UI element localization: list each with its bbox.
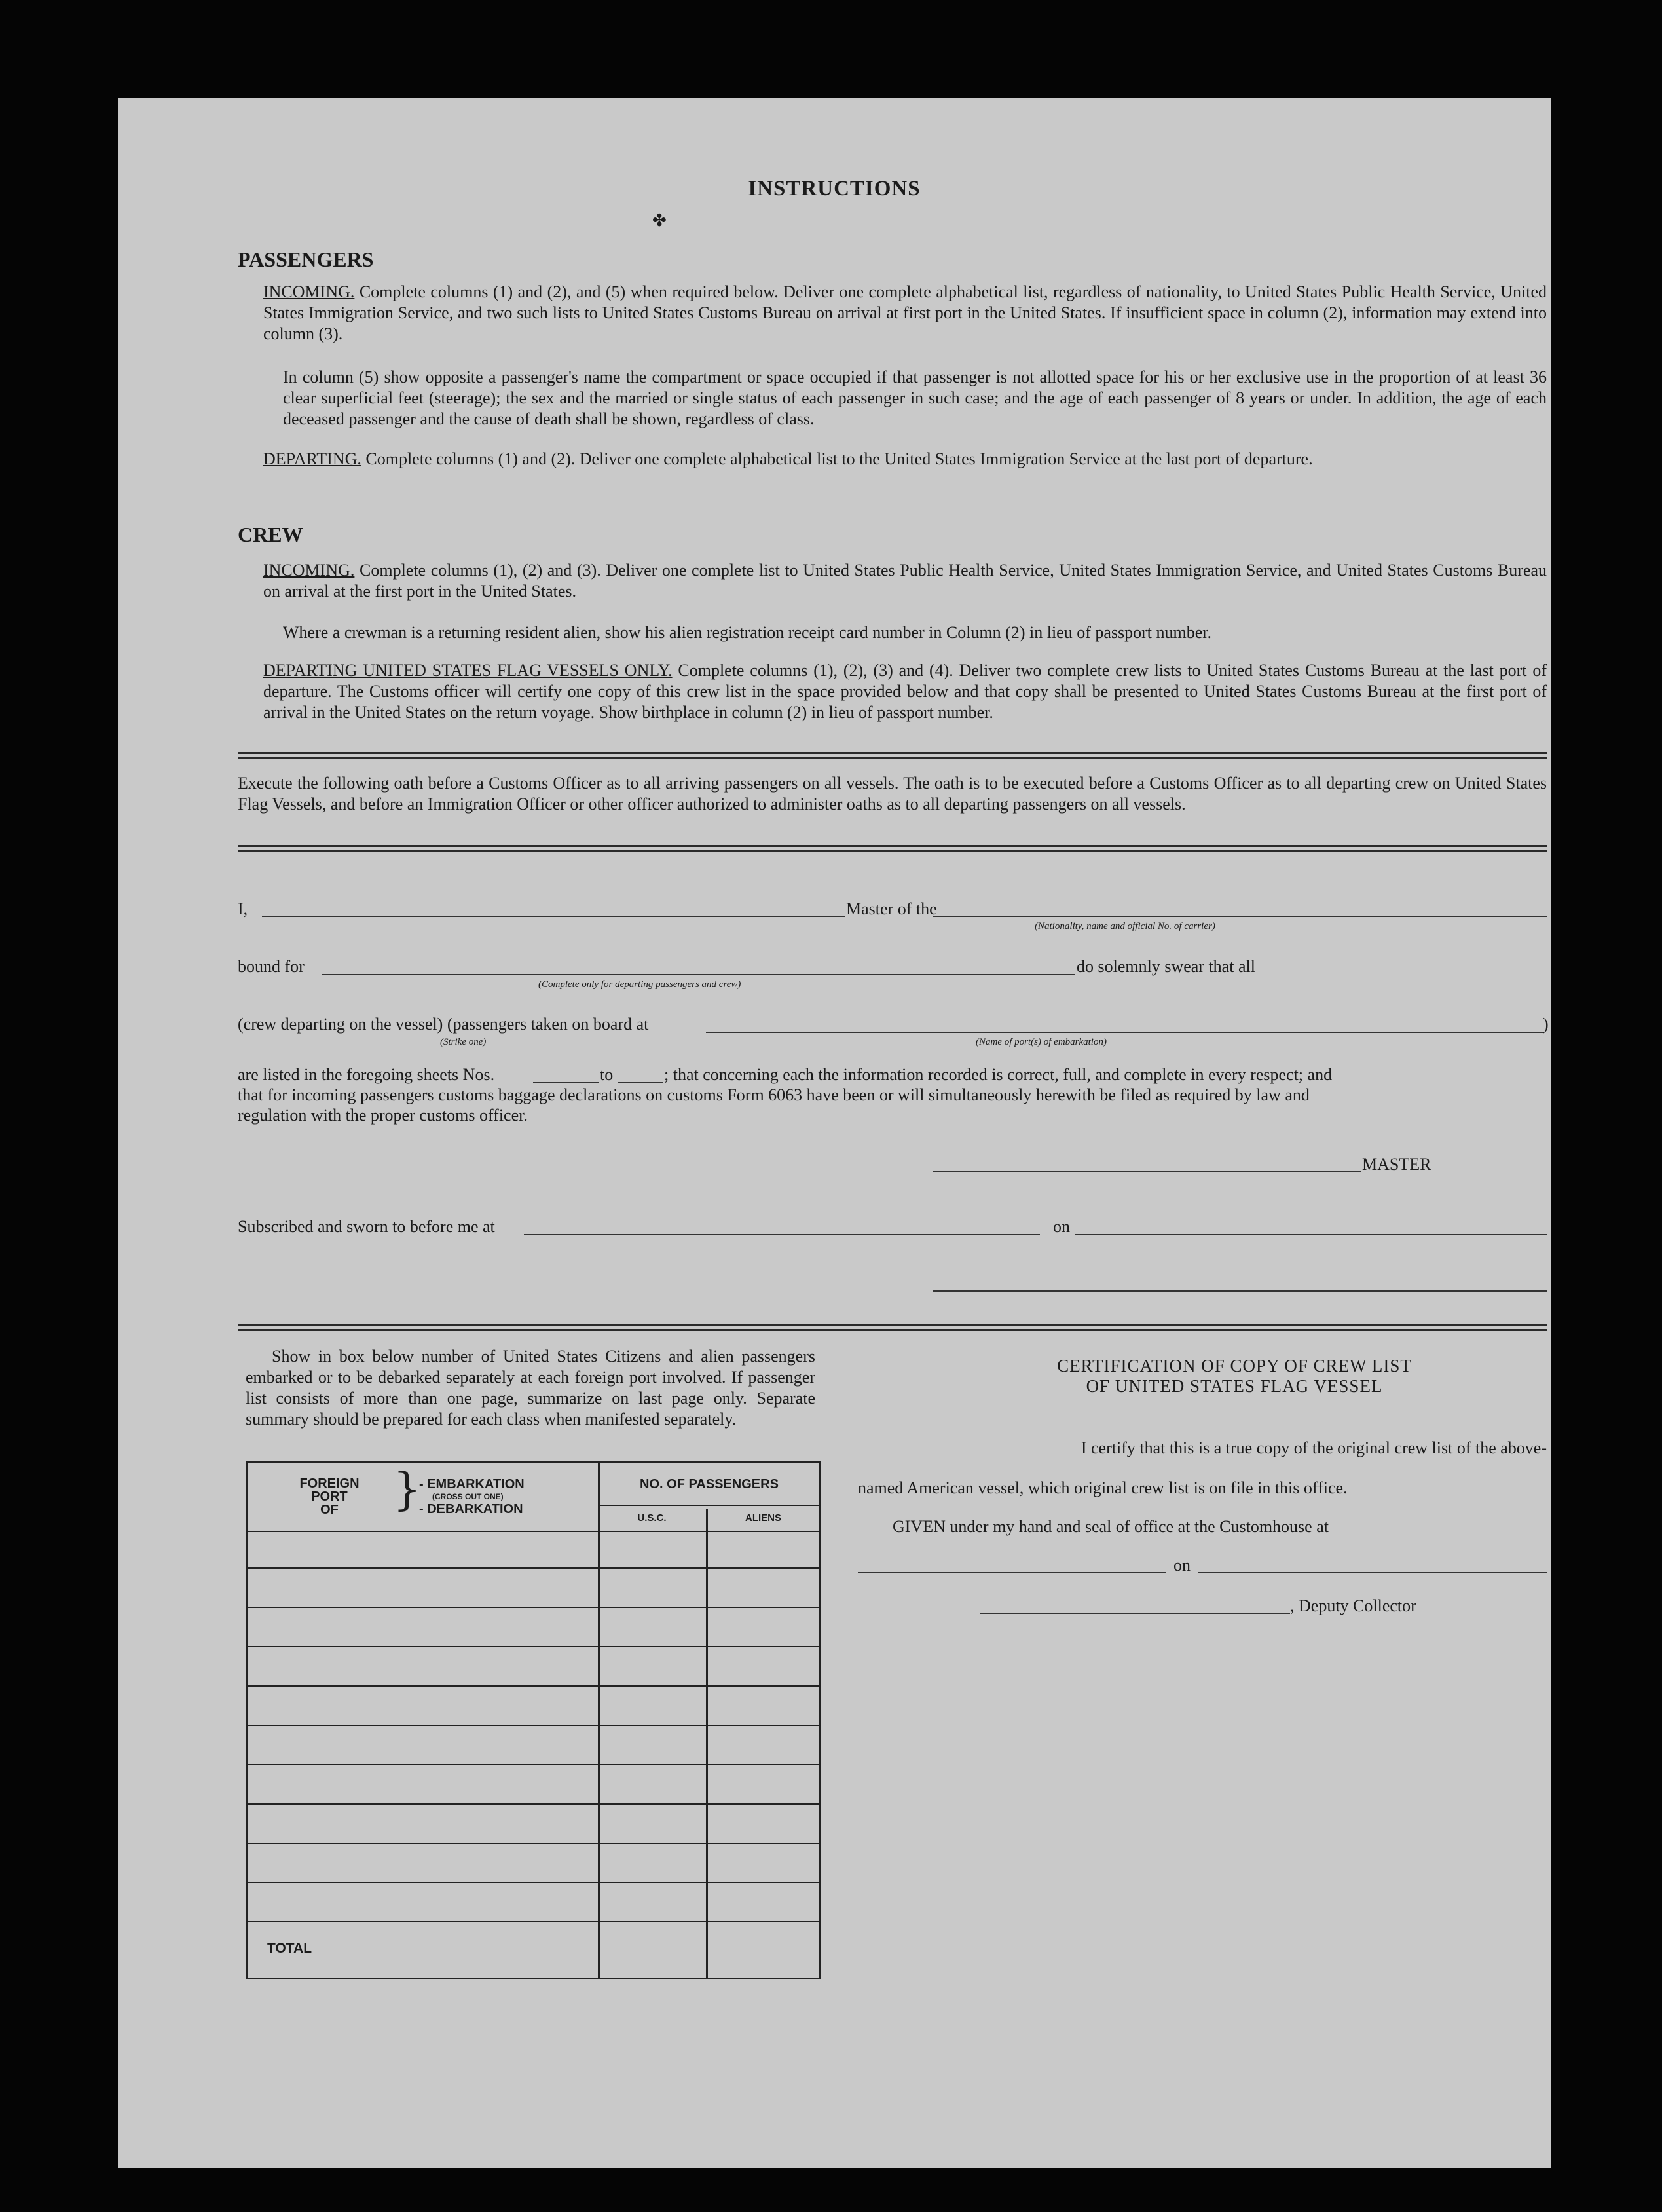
strike-caption: (Strike one) <box>440 1037 487 1047</box>
crew-departing-text: (crew departing on the vessel) (passengers taken on board at <box>238 1015 649 1034</box>
cert-on-label: on <box>1173 1556 1191 1575</box>
row-divider <box>248 1531 819 1532</box>
passengers-heading: PASSENGERS <box>238 248 374 271</box>
master-label: MASTER <box>1362 1155 1431 1174</box>
summary-note: Show in box below number of United States Citizens and alien passengers embarked or to be debarked separately at each foreign port involved. If passenger list consists of more than one page, summarize on last page only. Separate summary should be prepared for each class when manifested separately. <box>246 1347 815 1429</box>
port-label: PORT <box>311 1490 348 1504</box>
passengers-incoming-lead: INCOMING. <box>263 282 355 301</box>
sheet-to-field[interactable] <box>618 1082 663 1083</box>
complete-caption: (Complete only for departing passengers and crew) <box>538 979 741 990</box>
ornament-icon: ✤ <box>652 211 667 230</box>
crew-departing-lead: DEPARTING UNITED STATES FLAG VESSELS ONLY. <box>263 661 673 680</box>
table-row[interactable] <box>248 1921 819 1922</box>
divider <box>238 845 1547 852</box>
passengers-departing-text: Complete columns (1) and (2). Deliver one complete alphabetical list to the United States Immigration Service at the last port of departure. <box>361 449 1313 468</box>
customhouse-field[interactable] <box>858 1572 1166 1573</box>
officer-signature-field[interactable] <box>933 1290 1547 1292</box>
sheet-from-field[interactable] <box>533 1082 599 1083</box>
table-row[interactable] <box>248 1725 819 1726</box>
debarkation-label: - DEBARKATION <box>419 1502 523 1516</box>
page-title: INSTRUCTIONS <box>748 177 921 200</box>
aliens-header: ALIENS <box>745 1512 781 1524</box>
passenger-summary-table <box>246 1461 821 1979</box>
deputy-collector-label: , Deputy Collector <box>1290 1596 1416 1615</box>
passengers-incoming-text: Complete columns (1) and (2), and (5) when required below. Deliver one complete alphabetical list, regardless of nationality, to United States Public Health Service, United States Immigration Service, and two such lists to United States Customs Bureau on arrival at first port in the United States. If insufficient space in column (2), information may extend into column (3). <box>263 282 1547 343</box>
of-label: OF <box>320 1503 339 1517</box>
listed-text-b: ; that concerning each the information recorded is correct, full, and complete in every respect; and <box>664 1065 1333 1084</box>
total-label: TOTAL <box>267 1941 312 1956</box>
passengers-incoming-paragraph <box>263 282 1547 345</box>
table-row[interactable] <box>248 1843 819 1844</box>
carrier-field[interactable] <box>933 916 1547 917</box>
passengers-departing-paragraph <box>263 449 1547 470</box>
deputy-signature-field[interactable] <box>980 1613 1290 1614</box>
brace-icon: } <box>393 1464 422 1516</box>
bound-for-label: bound for <box>238 957 305 976</box>
cert-date-field[interactable] <box>1198 1572 1547 1573</box>
passengers-column5-paragraph: In column (5) show opposite a passenger's name the compartment or space occupied if that passenger is not allotted space for his or her exclusive use in the proportion of at least 36 clear superficial feet (steerage); the sex and the married or single status of each passenger in such case; and the age of each passenger of 8 years or under. In addition, the age of each deceased passenger and the cause of death shall be shown, regardless of class. <box>283 367 1547 428</box>
listed-line-2: that for incoming passengers customs baggage declarations on customs Form 6063 have been or will simultaneously herewith be filed as required by law and <box>238 1085 1310 1104</box>
crew-incoming-text: Complete columns (1), (2) and (3). Deliver one complete list to United States Public Health Service, United States Immigration Service, and United States Customs Bureau on arrival at the first port in the United States. <box>263 561 1547 601</box>
sworn-place-field[interactable] <box>524 1234 1040 1235</box>
certify-line-2: named American vessel, which original crew list is on file in this office. <box>858 1478 1348 1497</box>
column-divider <box>598 1463 600 1978</box>
certify-line-1: I certify that this is a true copy of the original crew list of the above- <box>1080 1438 1547 1457</box>
sworn-date-field[interactable] <box>1075 1234 1547 1235</box>
embarkation-label: - EMBARKATION <box>419 1477 525 1491</box>
table-row[interactable] <box>248 1803 819 1805</box>
subscribed-label: Subscribed and sworn to before me at <box>238 1217 495 1236</box>
crew-returning-paragraph: Where a crewman is a returning resident alien, show his alien registration receipt card number in Column (2) in lieu of passport number. <box>283 623 1212 642</box>
listed-line-3: regulation with the proper customs officer. <box>238 1106 528 1125</box>
crew-incoming-paragraph <box>263 560 1547 602</box>
foreign-port-header <box>293 1477 365 1516</box>
table-row[interactable] <box>248 1646 819 1647</box>
divider <box>238 1324 1547 1331</box>
sworn-on-label: on <box>1053 1217 1070 1236</box>
crew-incoming-lead: INCOMING. <box>263 561 355 580</box>
passengers-departing-lead: DEPARTING. <box>263 449 361 468</box>
oath-i: I, <box>238 899 248 918</box>
swear-text: do solemnly swear that all <box>1077 957 1255 976</box>
embarkation-port-field[interactable] <box>706 1032 1544 1033</box>
certification-heading-1: CERTIFICATION OF COPY OF CREW LIST <box>1057 1356 1412 1376</box>
oath-intro: Execute the following oath before a Customs Officer as to all arriving passengers on all vessels. The oath is to be executed before a Customs Officer as to all departing crew on United States Flag Vessels, and before an Immigration Officer or other officer authorized to administer oaths as to all departing passengers on all vessels. <box>238 774 1547 814</box>
certification-heading-2: OF UNITED STATES FLAG VESSEL <box>1086 1376 1383 1396</box>
usc-header: U.S.C. <box>637 1512 667 1524</box>
table-row[interactable] <box>248 1882 819 1883</box>
divider <box>238 752 1547 759</box>
certification-heading <box>930 1356 1539 1397</box>
cross-out-label: (CROSS OUT ONE) <box>432 1492 504 1501</box>
row-divider <box>598 1505 819 1506</box>
crew-departing-text: Complete columns (1), (2), (3) and (4). Deliver two complete crew lists to United States Customs Bureau at the last port of departure. The Customs officer will certify one copy of this crew list in the space provided below and that copy shall be presented to United States Customs Bureau at the first port of arrival in the United States on the return voyage. Show birthplace in column (2) in lieu of passport number. <box>263 661 1547 722</box>
table-row[interactable] <box>248 1764 819 1765</box>
table-row[interactable] <box>248 1685 819 1687</box>
master-signature-field[interactable] <box>933 1171 1361 1172</box>
nationality-caption: (Nationality, name and official No. of carrier) <box>1035 921 1215 931</box>
listed-text-a: are listed in the foregoing sheets Nos. <box>238 1065 495 1084</box>
column-divider <box>706 1509 708 1978</box>
close-paren: ) <box>1543 1015 1549 1034</box>
table-row[interactable] <box>248 1607 819 1608</box>
listed-to: to <box>600 1065 614 1084</box>
certify-line-3: GIVEN under my hand and seal of office at the Customhouse at <box>893 1517 1329 1536</box>
no-passengers-header: NO. OF PASSENGERS <box>640 1477 779 1491</box>
form-page <box>118 98 1551 2168</box>
port-caption: (Name of port(s) of embarkation) <box>976 1037 1107 1047</box>
master-name-field[interactable] <box>262 916 845 917</box>
table-row[interactable] <box>248 1567 819 1569</box>
master-of-label: Master of the <box>846 899 937 918</box>
crew-departing-paragraph <box>263 660 1547 723</box>
bound-for-field[interactable] <box>322 974 1075 975</box>
crew-heading: CREW <box>238 523 303 546</box>
foreign-label: FOREIGN <box>299 1476 360 1491</box>
